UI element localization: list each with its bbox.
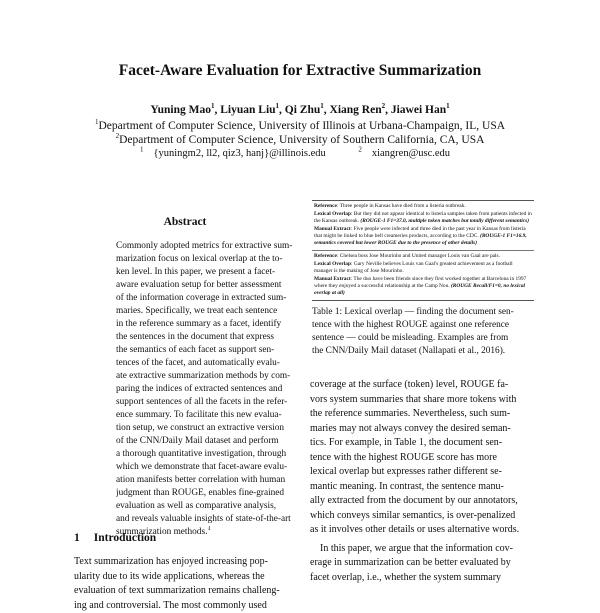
abstract-line: of the CNN/Daily Mail dataset and perform — [116, 435, 300, 448]
table-1-examples — [312, 200, 534, 301]
abstract-line: the semantics of each facet as support sen- — [116, 344, 300, 357]
body-line: erage in summarization can be better evaluated by — [310, 556, 536, 571]
body-line: lexical overlap but expresses rather different se- — [310, 465, 536, 480]
body-line: facet overlap, i.e., whether the system summary — [310, 571, 536, 586]
caption-line: the CNN/Daily Mail dataset (Nallapati et al., 2016). — [312, 345, 536, 358]
body-line: which conveys similar semantics, is over-penalized — [310, 509, 536, 524]
body-line: the reference summaries. Nevertheless, such sum- — [310, 407, 536, 422]
section-number: 1 — [74, 532, 80, 544]
abstract-line: tences of the facet, and automatically evalu- — [116, 357, 300, 370]
body-line: mantic meaning. In contrast, the sentence manu- — [310, 480, 536, 495]
affiliation-1: $^1$Department of Computer Science, University of Illinois at Urbana-Champaign, IL, USA — [0, 119, 600, 133]
intro-line: evaluation of text summarization remains challeng- — [74, 584, 300, 599]
abstract-line: ate extractive summarization methods by com- — [116, 370, 300, 383]
body-line: ally extracted from the document by our annotators, — [310, 494, 536, 509]
body-line: maries may not always convey the desired seman- — [310, 422, 536, 437]
abstract-line: aware evaluation setup for better assessment — [116, 279, 300, 292]
author: Jiawei Han$^1$ — [391, 104, 450, 116]
body-line: as it involves other details or uses alternative words. — [310, 523, 536, 538]
body-line: tence with the highest ROUGE score has more — [310, 451, 536, 466]
abstract-line: in the reference summary as a facet, identify — [116, 318, 300, 331]
abstract-line: ation manifests better correlation with human — [116, 474, 300, 487]
abstract-line: support sentences of all the facets in the refer- — [116, 396, 300, 409]
abstract-heading: Abstract — [120, 216, 250, 228]
abstract-line: ken level. In this paper, we present a facet- — [116, 266, 300, 279]
intro-line: ularity due to its wide applications, whereas the — [74, 570, 300, 585]
footnote-mark: 1 — [207, 526, 211, 532]
body-line: In this paper, we argue that the information cov- — [310, 542, 536, 557]
email-row — [0, 148, 600, 159]
body-line: coverage at the surface (token) level, ROUGE fa- — [310, 378, 536, 393]
abstract-line: tion setup, we construct an extractive version — [116, 422, 300, 435]
section-heading-introduction — [74, 532, 170, 544]
abstract-line: marization focus on lexical overlap at the to- — [116, 253, 300, 266]
abstract-line: maries. Specifically, we treat each sentence — [116, 305, 300, 318]
caption-line: sentence — could be misleading. Examples are from — [312, 332, 536, 345]
abstract-body — [116, 240, 300, 539]
intro-line: Text summarization has enjoyed increasing pop- — [74, 555, 300, 570]
body-line: tics. For example, in Table 1, the document sen- — [310, 436, 536, 451]
section-title: Introduction — [94, 532, 156, 544]
email-usc: $^2$ xiangren@usc.edu — [358, 148, 460, 159]
abstract-line: judgment than ROUGE, enables fine-grained — [116, 487, 300, 500]
caption-line: Table 1: Lexical overlap — finding the document sen- — [312, 306, 536, 319]
author: Liyuan Liu$^1$ — [220, 104, 279, 116]
author: Yuning Mao$^1$ — [150, 104, 214, 116]
author: Qi Zhu$^1$ — [285, 104, 324, 116]
abstract-line: of the information coverage in extracted sum- — [116, 292, 300, 305]
table-example: Reference: Chelsea boss Jose Mourinho and United manager Louis van Gaal are pals. Lexical Overlap: Gary Neville believes Louis van Gaal's greatest achievement as a football manager is the making of Jose Mourinho. Manual Extract: The duo have been friends since they first worked together at Barcelona in 1997 where they enjoyed a successful relationship at the Camp Nou. (ROUGE Recall/F1=0, no lexical overlap at all) — [312, 250, 534, 300]
affiliation-2: $^2$Department of Computer Science, University of Southern California, CA, USA — [0, 133, 600, 147]
email-illinois: $^1$ {yuningm2, ll2, qiz3, hanj}@illinois.edu — [140, 148, 336, 159]
abstract-line: the sentences in the document that express — [116, 331, 300, 344]
caption-line: tence with the highest ROUGE against one reference — [312, 319, 536, 332]
abstract-line: ence summary. To facilitate this new evalua- — [116, 409, 300, 422]
abstract-line: paring the indices of extracted sentences and — [116, 383, 300, 396]
intro-line: ing and controversial. The most commonly used — [74, 599, 300, 613]
abstract-line: which we demonstrate that facet-aware evalu- — [116, 461, 300, 474]
abstract-line: Commonly adopted metrics for extractive sum- — [116, 240, 300, 253]
author: Xiang Ren$^2$ — [330, 104, 386, 116]
abstract-line: evaluation as well as comparative analysis, — [116, 500, 300, 513]
abstract-line: summarization methods.$^1$ — [116, 526, 300, 539]
table-example: Reference: Three people in Kansas have died from a listeria outbreak. Lexical Overlap: But they did not appear identical to listeria samples taken from patients infected in the Kansas outbreak. (ROUGE-1 F1=37.0, multiple token matches but totally different semantics) Manual Extract: Five people were infected and three died in the past year in Kansas from listeria that might be linked to blue bell creameries products, according to the CDC. (ROUGE-1 F1=16.9, semantics covered but lower ROUGE due to the presence of other details) — [312, 201, 534, 250]
abstract-line: a thorough quantitative investigation, through — [116, 448, 300, 461]
paper-title: Facet-Aware Evaluation for Extractive Summarization — [0, 62, 600, 80]
author-list: Yuning Mao$^1$, Liyuan Liu$^1$, Qi Zhu$^1$, Xiang Ren$^2$, Jiawei Han$^1$ — [0, 104, 600, 116]
abstract-line: and reveals valuable insights of state-of-the-art — [116, 513, 300, 526]
introduction-body — [74, 555, 300, 613]
body-line: vors system summaries that share more tokens with — [310, 393, 536, 408]
right-column-body — [310, 378, 536, 585]
table-1-caption — [312, 306, 536, 358]
